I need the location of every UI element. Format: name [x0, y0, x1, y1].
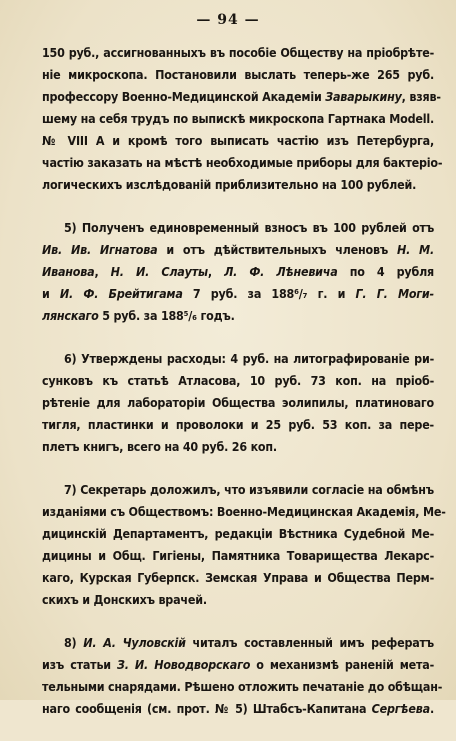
text-line: [42, 261, 434, 283]
text-run: ,: [94, 264, 111, 279]
person-name: Л. Ф. Лѣневича: [224, 264, 338, 279]
text-line: [42, 239, 434, 261]
text-line: [42, 632, 434, 654]
text-run: 5 руб. за 188⁵/₆ годъ.: [98, 308, 235, 323]
text-line: каго, Курская Губерпск. Земская Управа и Общества Перм-: [42, 570, 434, 585]
text-line: рѣтеніе для лабораторіи Общества эолипилы, платиноваго: [42, 395, 434, 410]
person-name: И. Ф. Брейтигама: [59, 286, 183, 301]
text-line: 5) Полученъ единовременный взносъ въ 100 рублей отъ: [64, 220, 434, 235]
text-run: читалъ составленный имъ рефератъ: [185, 635, 434, 650]
text-line: логическихъ изслѣдованій приблизительно на 100 рублей.: [42, 177, 417, 192]
text-line: тигля, пластинки и проволоки и 25 руб. 53 коп. за пере-: [42, 417, 434, 432]
text-line: [42, 654, 434, 676]
text-run: о механизмѣ раненій мета-: [250, 657, 435, 672]
paragraph-microscope: [42, 42, 443, 196]
text-line: изданіями съ Обществомъ: Военно-Медицинская Академія, Ме-: [42, 504, 446, 519]
text-line: 6) Утверждены расходы: 4 руб. на литографированіе ри-: [64, 351, 434, 366]
text-line: сунковъ къ статьѣ Атласова, 10 руб. 73 коп. на пріоб-: [42, 373, 434, 388]
text-run: изъ статьи: [42, 657, 118, 672]
text-line: дицины и Общ. Гигіены, Памятника Товарищества Лекарс-: [42, 548, 434, 563]
text-line: частію заказать на мѣстѣ необходимые приборы для бактеріо-: [42, 155, 443, 170]
text-line: № VIII A и кромѣ того выписать частію изъ Петербурга,: [42, 133, 434, 148]
text-line: [42, 86, 441, 108]
person-name: лянскаго: [42, 308, 99, 323]
person-name: Н. И. Слауты: [110, 264, 208, 279]
person-name: Сергѣева: [371, 701, 430, 716]
text-run: профессору Военно-Медицинской Академіи: [42, 89, 326, 104]
text-line: плетъ книгъ, всего на 40 руб. 26 коп.: [42, 439, 277, 454]
person-name: Г. Г. Моги-: [355, 286, 434, 301]
person-name: И. А. Чуловскій: [83, 635, 186, 650]
page-body: [42, 42, 446, 741]
text-line: тельными снарядами. Рѣшено отложить печатаніе до обѣщан-: [42, 679, 443, 694]
text-line: ніе микроскопа. Постановили выслать теперь-же 265 руб.: [42, 67, 434, 82]
person-name: Н. М.: [396, 242, 434, 257]
paragraph-item-7: [42, 479, 446, 611]
text-run: , взяв-: [401, 89, 441, 104]
text-line: [42, 305, 434, 327]
paragraph-item-5: [42, 217, 434, 327]
text-line: 7) Секретарь доложилъ, что изъявили согласіе на обмѣнъ: [64, 482, 434, 497]
person-name: Заварыкину: [325, 89, 402, 104]
text-line: дицинскій Департаментъ, редакціи Вѣстника Судебной Ме-: [42, 526, 434, 541]
paragraph-item-6: [42, 348, 434, 458]
paragraph-item-8: [42, 632, 443, 720]
text-run: ,: [207, 264, 225, 279]
text-run: наго сообщенія (см. прот. № 5) Штабсъ-Капитана: [42, 701, 372, 716]
text-run: по 4 рубля: [337, 264, 434, 279]
text-line: [42, 698, 434, 720]
text-run: и: [42, 286, 60, 301]
text-run: и отъ дѣйствительныхъ членовъ: [157, 242, 397, 257]
text-line: [42, 283, 434, 305]
page-number: — 94 —: [196, 12, 260, 28]
text-run: 7 руб. за 188⁶/₇ г. и: [182, 286, 356, 301]
text-run: .: [429, 701, 434, 716]
text-line: скихъ и Донскихъ врачей.: [42, 592, 207, 607]
person-name: Ив. Ив. Игнатова: [42, 242, 158, 257]
text-line: 150 руб., ассигнованныхъ въ пособіе Обществу на пріобрѣте-: [42, 45, 434, 60]
person-name: Иванова: [42, 264, 95, 279]
text-line: шему на себя трудъ по выпискѣ микроскопа Гартнака Modell.: [42, 111, 434, 126]
person-name: З. И. Новодворскаго: [117, 657, 251, 672]
text-run: 8): [64, 635, 84, 650]
